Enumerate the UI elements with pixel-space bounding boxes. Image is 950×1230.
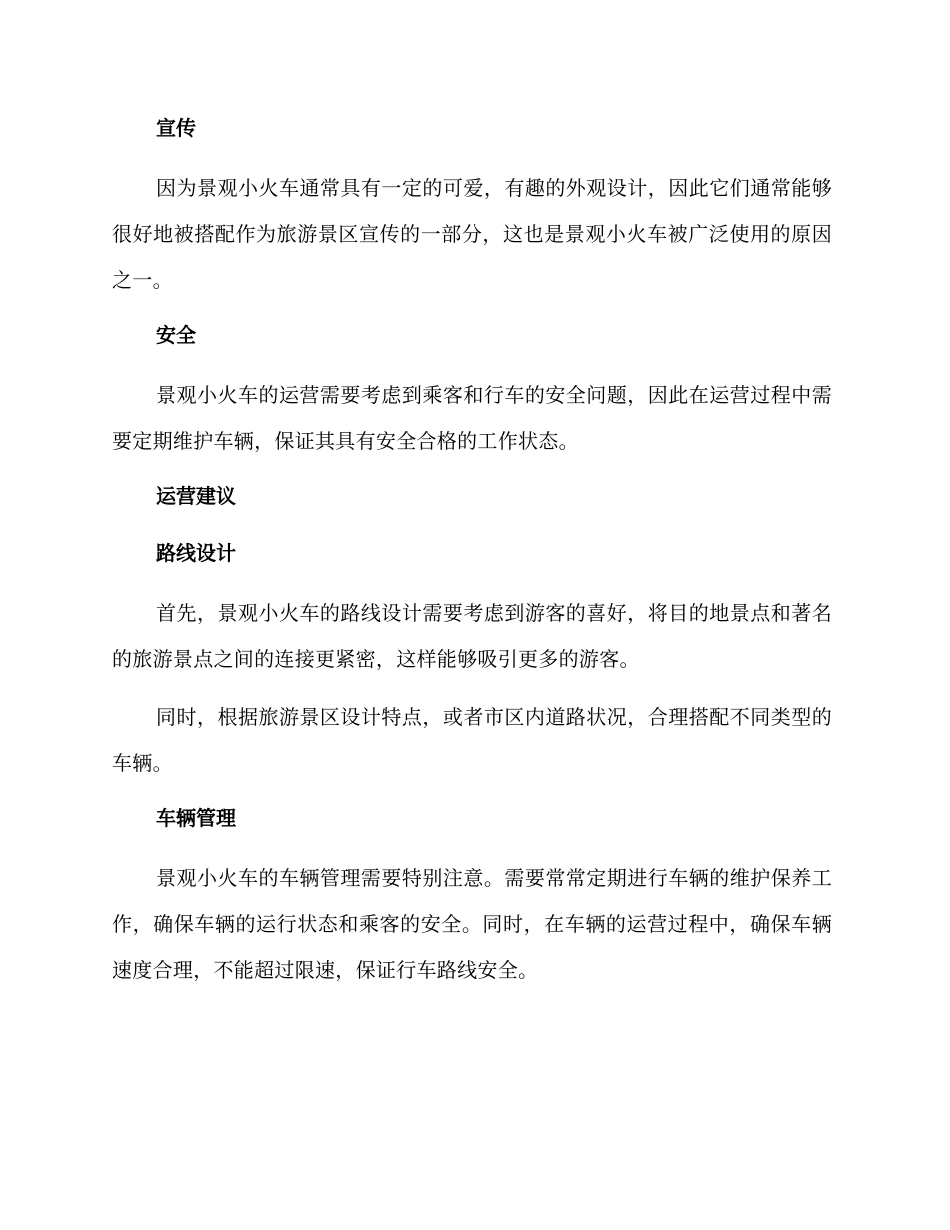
section-heading-route: 路线设计	[156, 541, 236, 565]
section-heading-safety: 安全	[156, 323, 196, 347]
paragraph-safety: 景观小火车的运营需要考虑到乘客和行车的安全问题，因此在运营过程中需要定期维护车辆，保证其具有安全合格的工作状态。	[112, 383, 832, 453]
paragraph-vehicle: 景观小火车的车辆管理需要特别注意。需要常常定期进行车辆的维护保养工作，确保车辆的运行状态和乘客的安全。同时，在车辆的运营过程中，确保车辆速度合理，不能超过限速，保证行车路线安全。	[112, 866, 832, 982]
section-heading-operation: 运营建议	[156, 484, 236, 508]
paragraph-route-1: 首先，景观小火车的路线设计需要考虑到游客的喜好，将目的地景点和著名的旅游景点之间的连接更紧密，这样能够吸引更多的游客。	[112, 601, 832, 671]
section-heading-promotion: 宣传	[156, 116, 196, 140]
paragraph-promotion: 因为景观小火车通常具有一定的可爱，有趣的外观设计，因此它们通常能够很好地被搭配作为旅游景区宣传的一部分，这也是景观小火车被广泛使用的原因之一。	[112, 176, 832, 292]
paragraph-route-2: 同时，根据旅游景区设计特点，或者市区内道路状况，合理搭配不同类型的车辆。	[112, 705, 832, 775]
section-heading-vehicle: 车辆管理	[156, 806, 236, 830]
document-page	[112, 108, 832, 993]
